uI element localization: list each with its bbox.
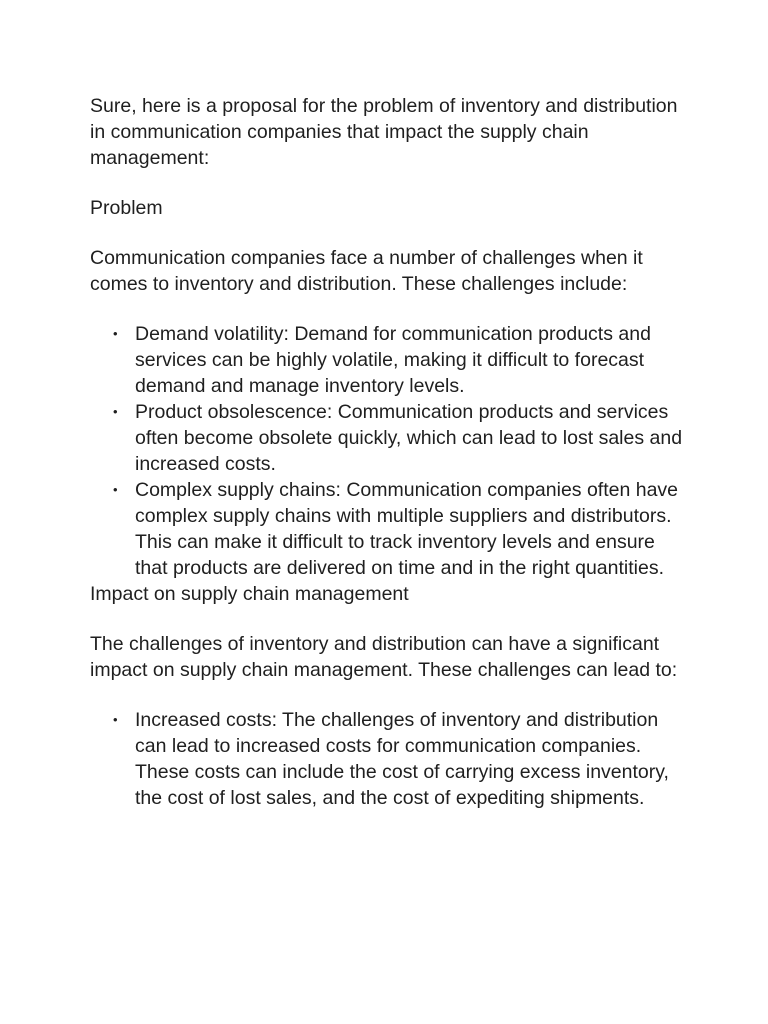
problem-heading: Problem	[90, 197, 163, 219]
problem-paragraph: Communication companies face a number of challenges when it comes to inventory and distribution. These challenges include:	[90, 247, 643, 295]
bullet-icon: •	[113, 482, 118, 497]
impact-heading: Impact on supply chain management	[90, 583, 409, 605]
bullet-icon: •	[113, 326, 118, 341]
list-item	[90, 707, 690, 811]
list-item	[90, 321, 690, 399]
bullet-icon: •	[113, 712, 118, 727]
bullet-icon: •	[113, 404, 118, 419]
list-item-text: Product obsolescence: Communication products and services often become obsolete quickly, which can lead to lost sales and increased costs.	[135, 401, 683, 475]
impact-paragraph: The challenges of inventory and distribution can have a significant impact on supply chain management. These challenges can lead to:	[90, 633, 678, 681]
challenges-list	[90, 321, 690, 581]
list-item-text: Demand volatility: Demand for communication products and services can be highly volatile, making it difficult to forecast demand and manage inventory levels.	[135, 323, 651, 397]
list-item	[90, 477, 690, 581]
document-body	[90, 93, 690, 811]
impacts-list	[90, 707, 690, 811]
list-item-text: Complex supply chains: Communication companies often have complex supply chains with multiple suppliers and distributors. This can make it difficult to track inventory levels and ensure that products are delivered on time and in the right quantities.	[135, 479, 679, 579]
list-item	[90, 399, 690, 477]
intro-paragraph: Sure, here is a proposal for the problem of inventory and distribution in communication companies that impact the supply chain management:	[90, 95, 678, 169]
list-item-text: Increased costs: The challenges of inventory and distribution can lead to increased costs for communication companies. These costs can include the cost of carrying excess inventory, the cost of lost sales, and the cost of expediting shipments.	[135, 709, 669, 809]
